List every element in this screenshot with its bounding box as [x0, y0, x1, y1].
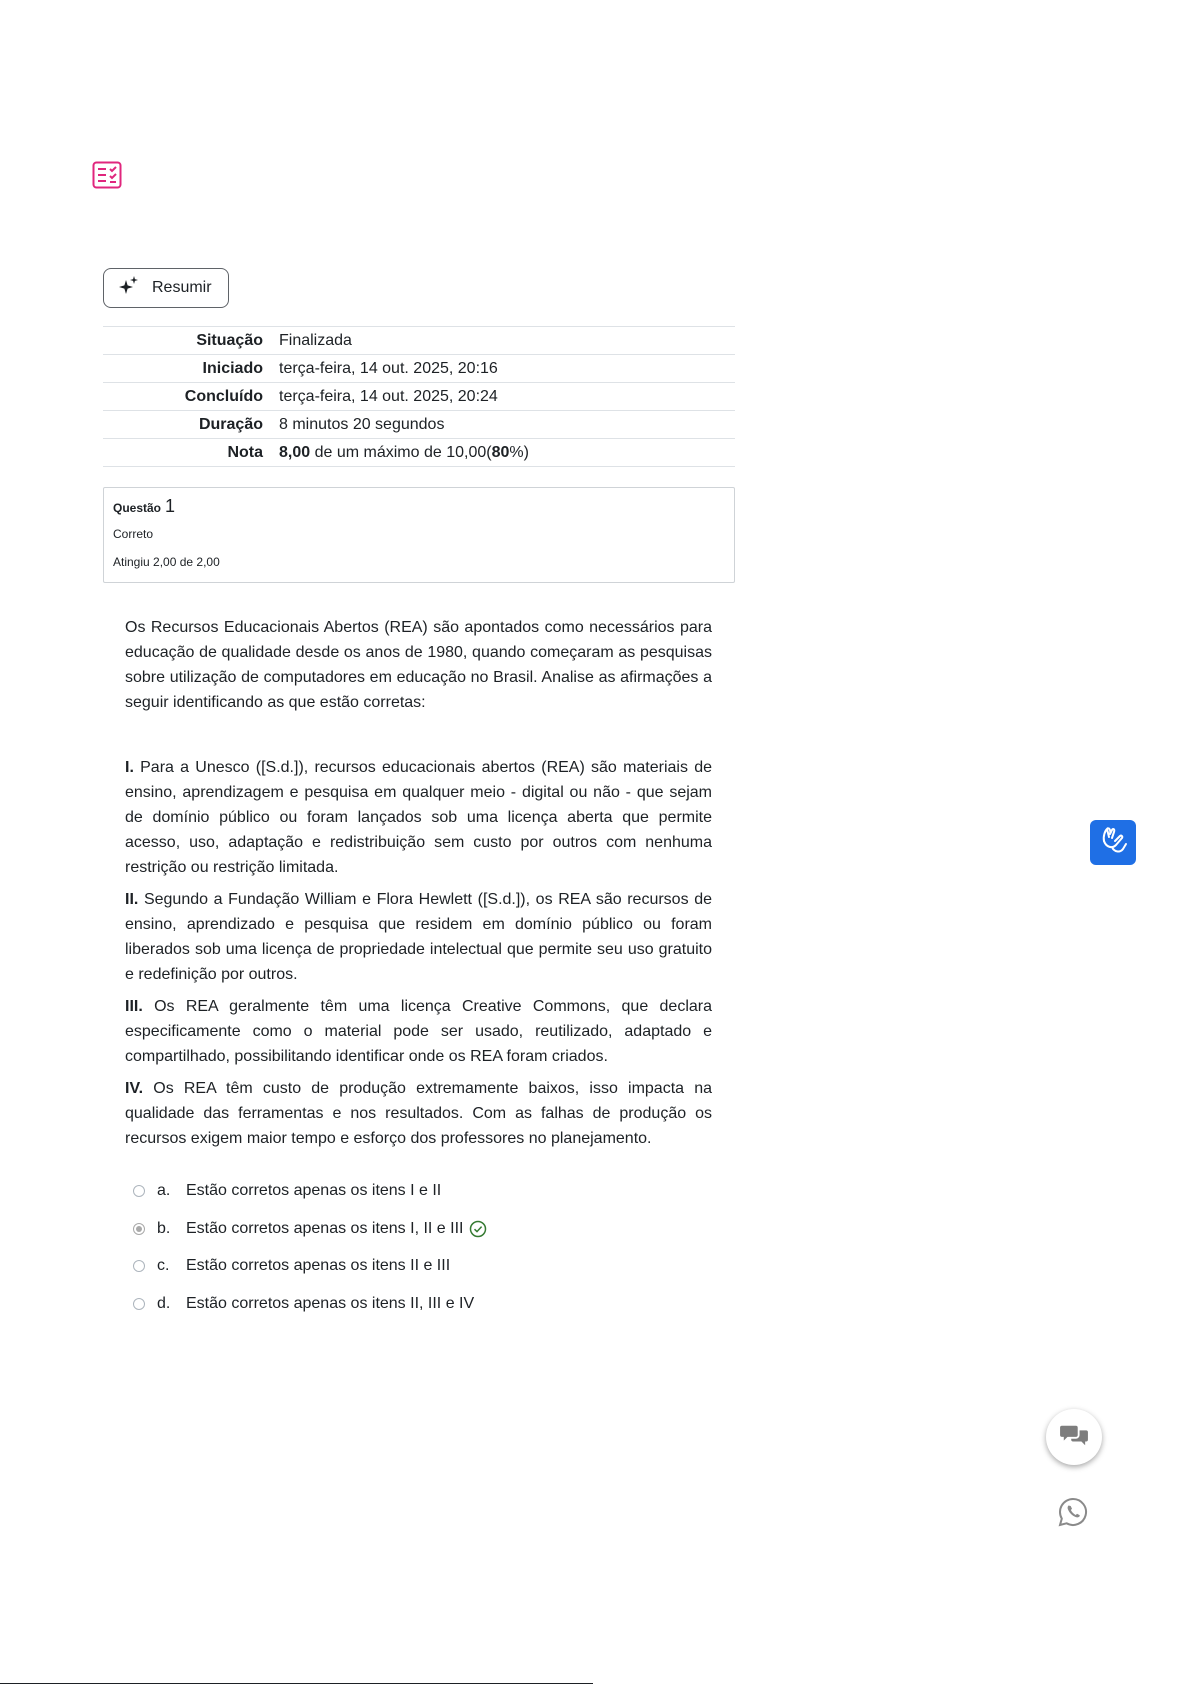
- answer-letter: a.: [157, 1182, 171, 1199]
- grade-value: [279, 439, 735, 467]
- statement-number: II.: [125, 891, 139, 908]
- answer-radio[interactable]: [133, 1260, 145, 1272]
- question-label: Questão: [113, 501, 162, 515]
- summary-value: terça-feira, 14 out. 2025, 20:16: [279, 359, 498, 377]
- sign-language-hands-icon: [1098, 825, 1128, 860]
- answer-radio[interactable]: [133, 1185, 145, 1197]
- answer-option-b[interactable]: [133, 1216, 693, 1242]
- libras-accessibility-button[interactable]: [1090, 820, 1136, 865]
- statement-number: III.: [125, 998, 143, 1015]
- statement-text: Para a Unesco ([S.d.]), recursos educacionais abertos (REA) são materiais de ensino, aprendizagem e pesquisa em qualquer meio - digital ou não - que sejam de domínio público ou foram lançados sob uma licença aberta que permite acesso, uso, adaptação e redistribuição sem custo por outros com nenhuma restrição ou restrição limitada.: [125, 759, 712, 876]
- answer-radio-selected[interactable]: [133, 1223, 145, 1235]
- statement-text: Os REA geralmente têm uma licença Creative Commons, que declara especificamente como o material pode ser usado, reutilizado, adaptado e compartilhado, possibilitando identificar onde os REA foram criados.: [125, 998, 712, 1065]
- statement-text: Os REA têm custo de produção extremamente baixos, isso impacta na qualidade das ferramentas e nos resultados. Com as falhas de produção os recursos exigem maior tempo e esforço dos professores no planejamento.: [125, 1080, 712, 1147]
- answer-text: Estão corretos apenas os itens II e III: [186, 1257, 451, 1274]
- statement-item: [125, 994, 712, 1069]
- grade-percent: 80: [491, 443, 510, 461]
- question-text: [125, 615, 712, 1158]
- summary-row-iniciado: [103, 355, 735, 383]
- answer-text: Estão corretos apenas os itens I, II e III: [186, 1219, 464, 1237]
- chat-bubbles-icon: [1059, 1422, 1089, 1453]
- resumir-button[interactable]: [103, 268, 229, 308]
- whatsapp-button[interactable]: [1055, 1496, 1091, 1532]
- grade-text-mid: de um máximo de 10,00(: [310, 443, 492, 461]
- whatsapp-icon: [1057, 1496, 1089, 1533]
- summary-row-situacao: [103, 327, 735, 355]
- summary-row-concluido: [103, 383, 735, 411]
- statement-text: Segundo a Fundação William e Flora Hewlett ([S.d.]), os REA são recursos de ensino, aprendizado e pesquisa que residem em domínio público ou foram liberados sob uma licença de propriedade intelectual que permite seu uso gratuito e redefinição por outros.: [125, 891, 712, 983]
- answer-options: [133, 1178, 693, 1328]
- summary-row-nota: [103, 439, 735, 467]
- answer-letter: b.: [157, 1219, 171, 1237]
- statement-number: I.: [125, 759, 134, 776]
- correct-check-icon: [469, 1220, 487, 1238]
- question-number-value: 1: [165, 496, 176, 516]
- summary-label: Situação: [196, 331, 263, 349]
- answer-text: Estão corretos apenas os itens I e II: [186, 1182, 442, 1199]
- answer-option-c[interactable]: [133, 1253, 693, 1279]
- summary-value: 8 minutos 20 segundos: [279, 415, 445, 433]
- summary-label: Concluído: [184, 387, 263, 405]
- question-state: Correto: [113, 527, 154, 541]
- grade-score: 8,00: [279, 443, 311, 461]
- summary-value: terça-feira, 14 out. 2025, 20:24: [279, 387, 498, 405]
- question-number: [113, 496, 725, 517]
- summary-label: Iniciado: [202, 359, 263, 377]
- answer-option-d[interactable]: [133, 1291, 693, 1317]
- sparkles-icon: [118, 275, 140, 302]
- quiz-list-icon: [92, 161, 122, 189]
- question-intro: Os Recursos Educacionais Abertos (REA) são apontados como necessários para educação de qualidade desde os anos de 1980, quando começaram as pesquisas sobre utilização de computadores em educação no Brasil. Analise as afirmações a seguir identificando as que estão corretas:: [125, 619, 712, 711]
- statement-number: IV.: [125, 1080, 144, 1097]
- attempt-summary-table: [103, 326, 735, 467]
- answer-text: Estão corretos apenas os itens II, III e IV: [186, 1294, 475, 1312]
- statement-item: [125, 755, 712, 880]
- answer-option-a[interactable]: [133, 1178, 693, 1204]
- statement-item: [125, 887, 712, 987]
- summary-label: Duração: [198, 415, 263, 433]
- statement-item: [125, 1076, 712, 1151]
- grade-text-end: %): [509, 443, 529, 461]
- resumir-label: Resumir: [152, 279, 212, 296]
- summary-row-duracao: [103, 411, 735, 439]
- summary-value: Finalizada: [279, 331, 352, 349]
- chat-button[interactable]: [1046, 1409, 1102, 1465]
- grade-label: Nota: [227, 443, 263, 461]
- footer-divider: [0, 1683, 593, 1684]
- question-mark: Atingiu 2,00 de 2,00: [113, 555, 220, 569]
- answer-letter: c.: [157, 1257, 170, 1274]
- answer-letter: d.: [157, 1294, 171, 1312]
- answer-radio[interactable]: [133, 1298, 145, 1310]
- question-info-box: [103, 487, 735, 583]
